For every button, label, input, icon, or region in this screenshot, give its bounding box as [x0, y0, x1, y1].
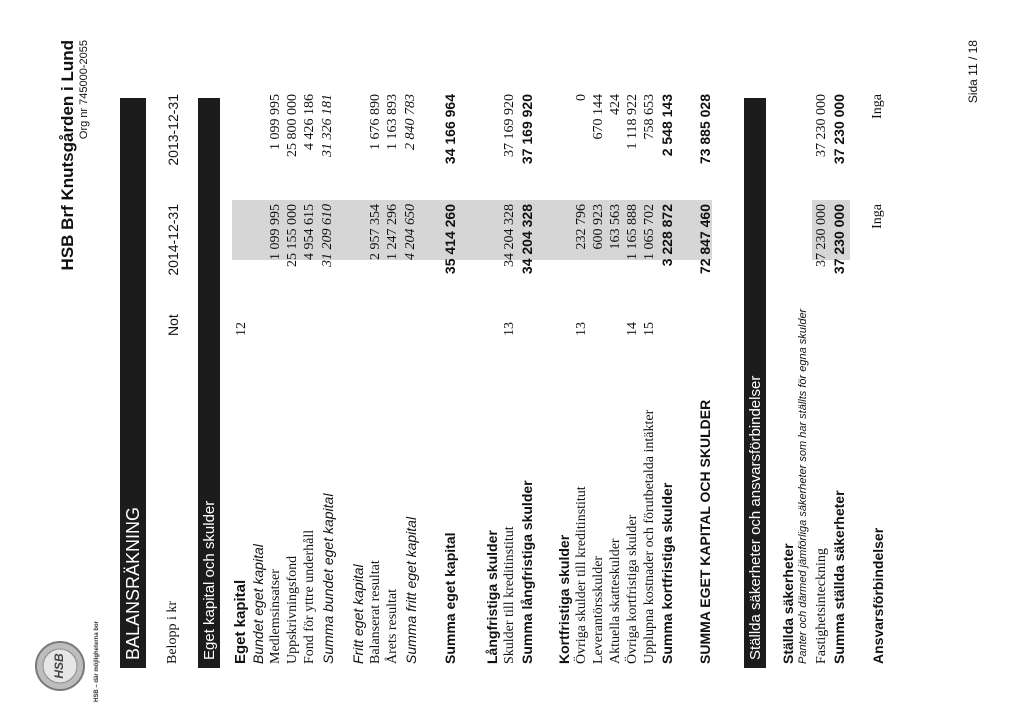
short-term-sum-label: Summa kortfristiga skulder [659, 482, 675, 664]
pledges-band-label: Ställda säkerheter och ansvarsförbindelser [747, 375, 764, 660]
long-term-sum-current: 34 204 328 [519, 204, 535, 275]
row-previous: 0 [574, 94, 589, 101]
pledges-band [744, 98, 766, 668]
row-current: 4 954 615 [302, 204, 317, 260]
pledges-sum-current: 37 230 000 [831, 204, 847, 275]
row-label: Fastighetsinteckning [814, 548, 829, 664]
row-current: 232 796 [574, 204, 589, 250]
grand-total-current: 72 847 460 [697, 204, 713, 275]
row-note: 15 [642, 322, 657, 336]
equity-note: 12 [234, 322, 249, 336]
row-current: 34 204 328 [502, 204, 517, 267]
short-term-sum-previous: 2 548 143 [659, 94, 675, 157]
row-previous: 37 230 000 [814, 94, 829, 157]
row-previous: 670 144 [591, 94, 606, 140]
equity-liabilities-band-label: Eget kapital och skulder [201, 500, 218, 660]
page-number: Sida 11 / 18 [966, 40, 980, 104]
row-label: Årets resultat [385, 588, 400, 664]
long-term-heading: Långfristiga skulder [484, 530, 500, 664]
free-equity-sum-previous: 2 840 783 [403, 94, 418, 150]
row-label: Övriga kortfristiga skulder [625, 514, 640, 664]
logo-tagline: HSB – där möjligheterna bor [94, 620, 100, 702]
row-previous: 1 099 995 [268, 94, 283, 150]
row-previous: 758 653 [642, 94, 657, 140]
amount-unit-label: Belopp i kr [165, 601, 180, 664]
free-equity-sum-current: 4 204 650 [403, 204, 418, 260]
row-label: Övriga skulder till kreditinstitut [574, 486, 589, 664]
row-current: 37 230 000 [814, 204, 829, 267]
equity-total-current: 35 414 260 [442, 204, 458, 275]
row-label: Fond för yttre underhåll [302, 529, 317, 664]
bound-equity-sum-current: 31 209 610 [320, 204, 335, 267]
equity-liabilities-band [198, 98, 220, 668]
equity-total-label: Summa eget kapital [442, 532, 458, 664]
grand-total-label: SUMMA EGET KAPITAL OCH SKULDER [697, 399, 713, 664]
logo-text: HSB [52, 653, 66, 679]
free-equity-heading: Fritt eget kapital [350, 564, 366, 664]
current-year-header: 2014-12-31 [165, 204, 181, 276]
row-previous: 25 800 000 [285, 94, 300, 157]
row-current: 1 165 888 [625, 204, 640, 260]
row-current: 2 957 354 [368, 204, 383, 260]
row-label: Skulder till kreditinstitut [502, 526, 517, 664]
row-previous: 424 [608, 94, 623, 115]
org-name: HSB Brf Knutsgården i Lund [58, 40, 77, 271]
row-current: 163 563 [608, 204, 623, 250]
row-current: 1 247 296 [385, 204, 400, 260]
page-title: BALANSRÄKNING [123, 506, 143, 660]
contingent-previous: Inga [870, 94, 885, 119]
row-previous: 37 169 920 [502, 94, 517, 157]
row-label: Aktuella skatteskulder [608, 538, 623, 664]
short-term-sum-current: 3 228 872 [659, 204, 675, 267]
row-current: 25 155 000 [285, 204, 300, 267]
short-term-heading: Kortfristiga skulder [556, 534, 572, 664]
contingent-label: Ansvarsförbindelser [870, 527, 886, 664]
bound-equity-sum-label: Summa bundet eget kapital [320, 493, 336, 664]
pledges-sum-previous: 37 230 000 [831, 94, 847, 165]
row-current: 1 099 995 [268, 204, 283, 260]
row-label: Balanserat resultat [368, 560, 383, 664]
bound-equity-sum-previous: 31 326 181 [320, 94, 335, 157]
pledges-heading: Ställda säkerheter [780, 543, 796, 664]
row-label: Upplupna kostnader och förutbetalda intäkter [642, 409, 657, 664]
previous-year-header: 2013-12-31 [165, 94, 181, 166]
free-equity-sum-label: Summa fritt eget kapital [403, 516, 419, 664]
long-term-sum-previous: 37 169 920 [519, 94, 535, 165]
pledges-sum-label: Summa ställda säkerheter [831, 490, 847, 664]
row-previous: 1 163 893 [385, 94, 400, 150]
row-current: 600 923 [591, 204, 606, 250]
row-previous: 4 426 186 [302, 94, 317, 150]
row-note: 14 [625, 322, 640, 336]
long-term-sum-label: Summa långfristiga skulder [519, 480, 535, 664]
equity-heading: Eget kapital [232, 579, 249, 664]
hsb-logo [30, 636, 90, 696]
row-note: 13 [502, 322, 517, 336]
bound-equity-heading: Bundet eget kapital [250, 544, 266, 664]
row-label: Medlemsinsatser [268, 569, 283, 664]
row-label: Leverantörsskulder [591, 555, 606, 664]
row-label: Uppskrivningsfond [285, 555, 300, 664]
row-previous: 1 118 922 [625, 94, 640, 150]
row-current: 1 065 702 [642, 204, 657, 260]
row-note: 13 [574, 322, 589, 336]
title-band [120, 98, 146, 668]
grand-total-previous: 73 885 028 [697, 94, 713, 165]
pledges-description: Panter och därmed jämförliga säkerheter som har ställts för egna skulder [797, 308, 809, 664]
org-number: Org nr 745000-2055 [78, 40, 90, 140]
row-previous: 1 676 890 [368, 94, 383, 150]
contingent-current: Inga [870, 204, 885, 229]
equity-total-previous: 34 166 964 [442, 94, 458, 165]
note-column-header: Not [165, 314, 181, 336]
